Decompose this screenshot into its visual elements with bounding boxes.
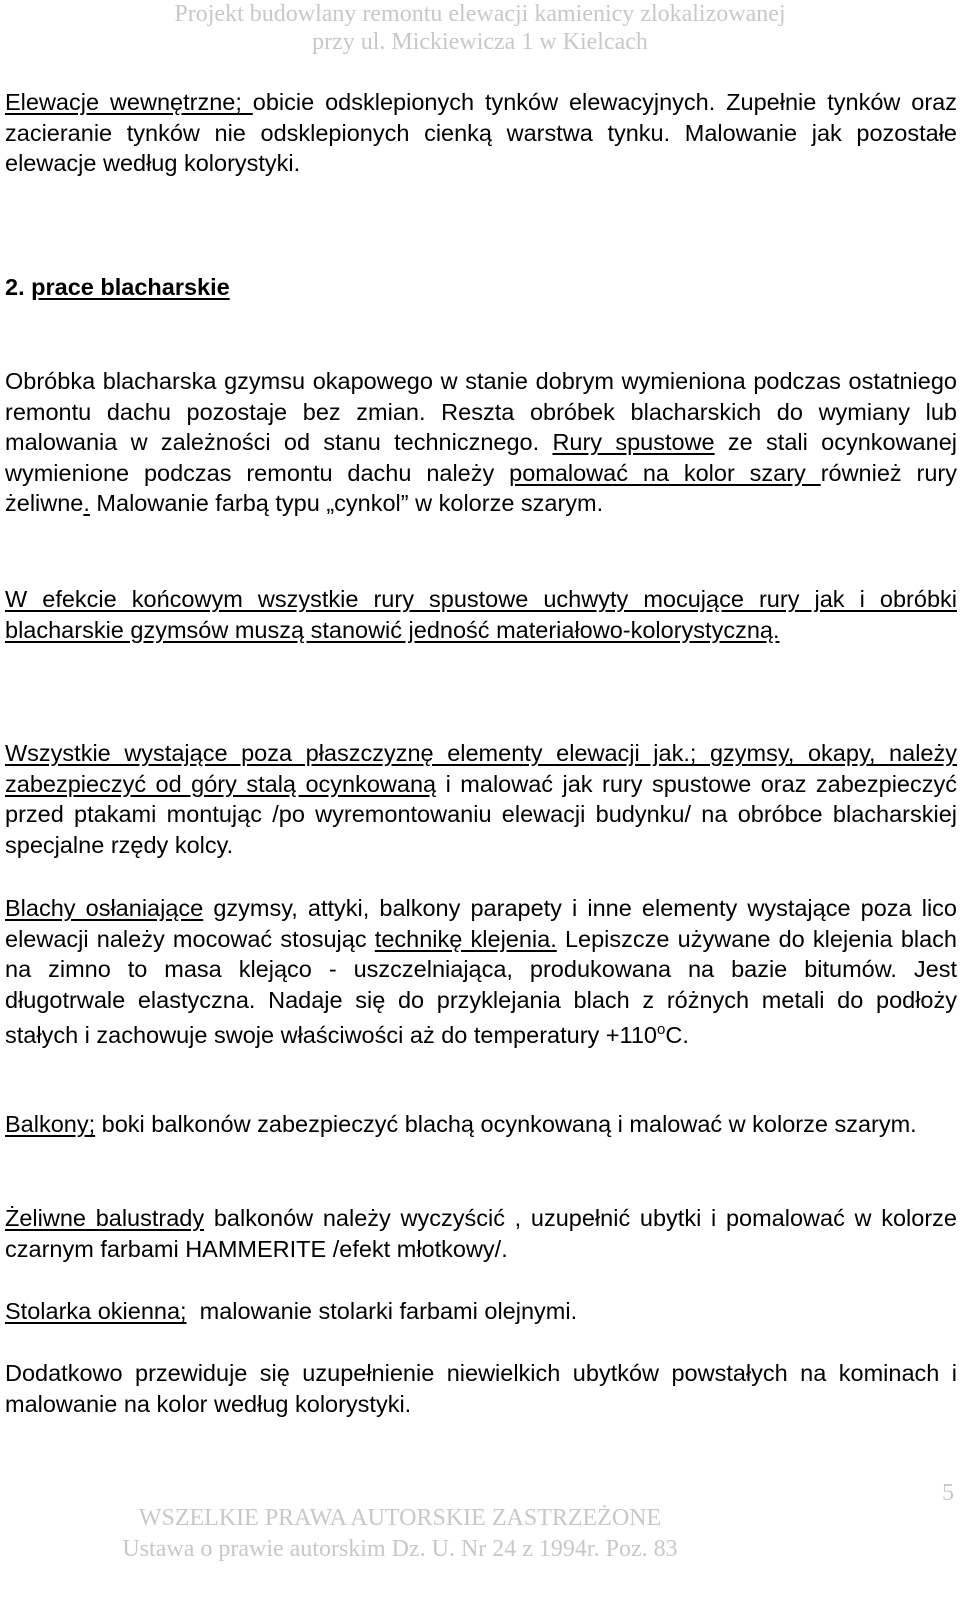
footer-line-1: WSZELKIE PRAWA AUTORSKIE ZASTRZEŻONE bbox=[138, 1505, 662, 1531]
paragraph-text: balkonów należy wyczyścić , uzupełnić ubytki i pomalować w kolorze czarnym farbami HAMMERITE /efekt młotkowy/. bbox=[5, 1205, 957, 1262]
underlined-phrase: Stolarka okienna; bbox=[5, 1298, 187, 1324]
paragraph-wystajace-elementy bbox=[5, 738, 957, 860]
paragraph-text: ze stali ocynkowanej wymienione podczas remontu dachu należy bbox=[5, 429, 957, 486]
section-heading bbox=[5, 272, 957, 303]
paragraph-lead: Elewacje wewnętrzne; bbox=[5, 89, 253, 115]
underlined-phrase: Blachy osłaniające bbox=[5, 895, 204, 921]
paragraph-text: malowanie stolarki farbami olejnymi. bbox=[186, 1298, 578, 1324]
header-line-2: przy ul. Mickiewicza 1 w Kielcach bbox=[312, 29, 648, 55]
paragraph-zeliwne-balustrady bbox=[5, 1203, 957, 1264]
paragraph-text: C. bbox=[665, 1022, 689, 1048]
paragraph-efekt-koncowy bbox=[5, 584, 957, 645]
paragraph-elewacje-wewnetrzne bbox=[5, 87, 957, 179]
paragraph-balkony bbox=[5, 1109, 957, 1140]
underlined-phrase: Balkony; bbox=[5, 1111, 96, 1137]
paragraph-text: gzymsy, attyki, balkony parapety i inne elementy wystające poza lico elewacji należy mocować stosując bbox=[5, 895, 957, 952]
section-title: prace blacharskie bbox=[31, 274, 230, 300]
paragraph-text: Lepiszcze używane do klejenia blach na zimno to masa klejąco - uszczelniająca, produkowana na bazie bitumów. Jest długotrwale elastyczna. Nadaje się do przyklejania blach z różnych metali do podłoży stałych i zachowuje swoje właściwości aż do temperatury +110 bbox=[5, 925, 958, 1048]
paragraph-text: i malować jak rury spustowe oraz zabezpieczyć przed ptakami montując /po wyremontowaniu elewacji budynku/ na obróbce blacharskiej specjalne rzędy kolcy. bbox=[5, 770, 957, 858]
section-number: 2. bbox=[5, 274, 25, 300]
footer-line-2: Ustawa o prawie autorskim Dz. U. Nr 24 z 1994r. Poz. 83 bbox=[122, 1536, 678, 1562]
paragraph-text: obicie odsklepionych tynków elewacyjnych. Zupełnie tynków oraz zacieranie tynków nie odsklepionych cienką warstwa tynku. Malowanie jak pozostałe elewacje według kolorystyki. bbox=[5, 89, 958, 176]
underlined-phrase: . bbox=[83, 490, 90, 516]
paragraph-dodatkowo bbox=[5, 1358, 957, 1419]
superscript: o bbox=[657, 1021, 666, 1038]
underlined-phrase: Rury spustowe bbox=[552, 429, 715, 455]
underlined-phrase: Żeliwne balustrady bbox=[5, 1205, 205, 1231]
underlined-phrase: pomalować na kolor szary bbox=[509, 459, 821, 486]
header-line-1: Projekt budowlany remontu elewacji kamienicy zlokalizowanej bbox=[174, 1, 786, 27]
paragraph-obrobka bbox=[5, 366, 957, 519]
paragraph-text: Dodatkowo przewiduje się uzupełnienie niewielkich ubytków powstałych na kominach i malowanie na kolor według kolorystyki. bbox=[5, 1360, 957, 1417]
paragraph-text: Malowanie farbą typu „cynkol” w kolorze szarym. bbox=[89, 490, 604, 516]
underlined-phrase: Wszystkie wystające poza płaszczyznę elementy elewacji jak.; gzymsy, okapy, należy zabezpieczyć od góry stalą ocynkowaną bbox=[5, 740, 957, 797]
paragraph-stolarka bbox=[5, 1296, 957, 1327]
paragraph-text: również rury żeliwne bbox=[5, 459, 958, 516]
paragraph-text: boki balkonów zabezpieczyć blachą ocynkowaną i malować w kolorze szarym. bbox=[95, 1111, 917, 1137]
paragraph-blachy bbox=[5, 893, 957, 1051]
underlined-phrase: technikę klejenia. bbox=[374, 925, 557, 952]
page-number: 5 bbox=[942, 1480, 954, 1506]
underlined-phrase: W efekcie końcowym wszystkie rury spustowe uchwyty mocujące rury jak i obróbki blacharskie gzymsów muszą stanowić jedność materiałowo-kolorystyczną. bbox=[5, 586, 957, 643]
paragraph-text: Obróbka blacharska gzymsu okapowego w stanie dobrym wymieniona podczas ostatniego remontu dachu pozostaje bez zmian. Reszta obróbek blacharskich do wymiany lub malowania w zależności od stanu technicznego. bbox=[5, 368, 957, 455]
